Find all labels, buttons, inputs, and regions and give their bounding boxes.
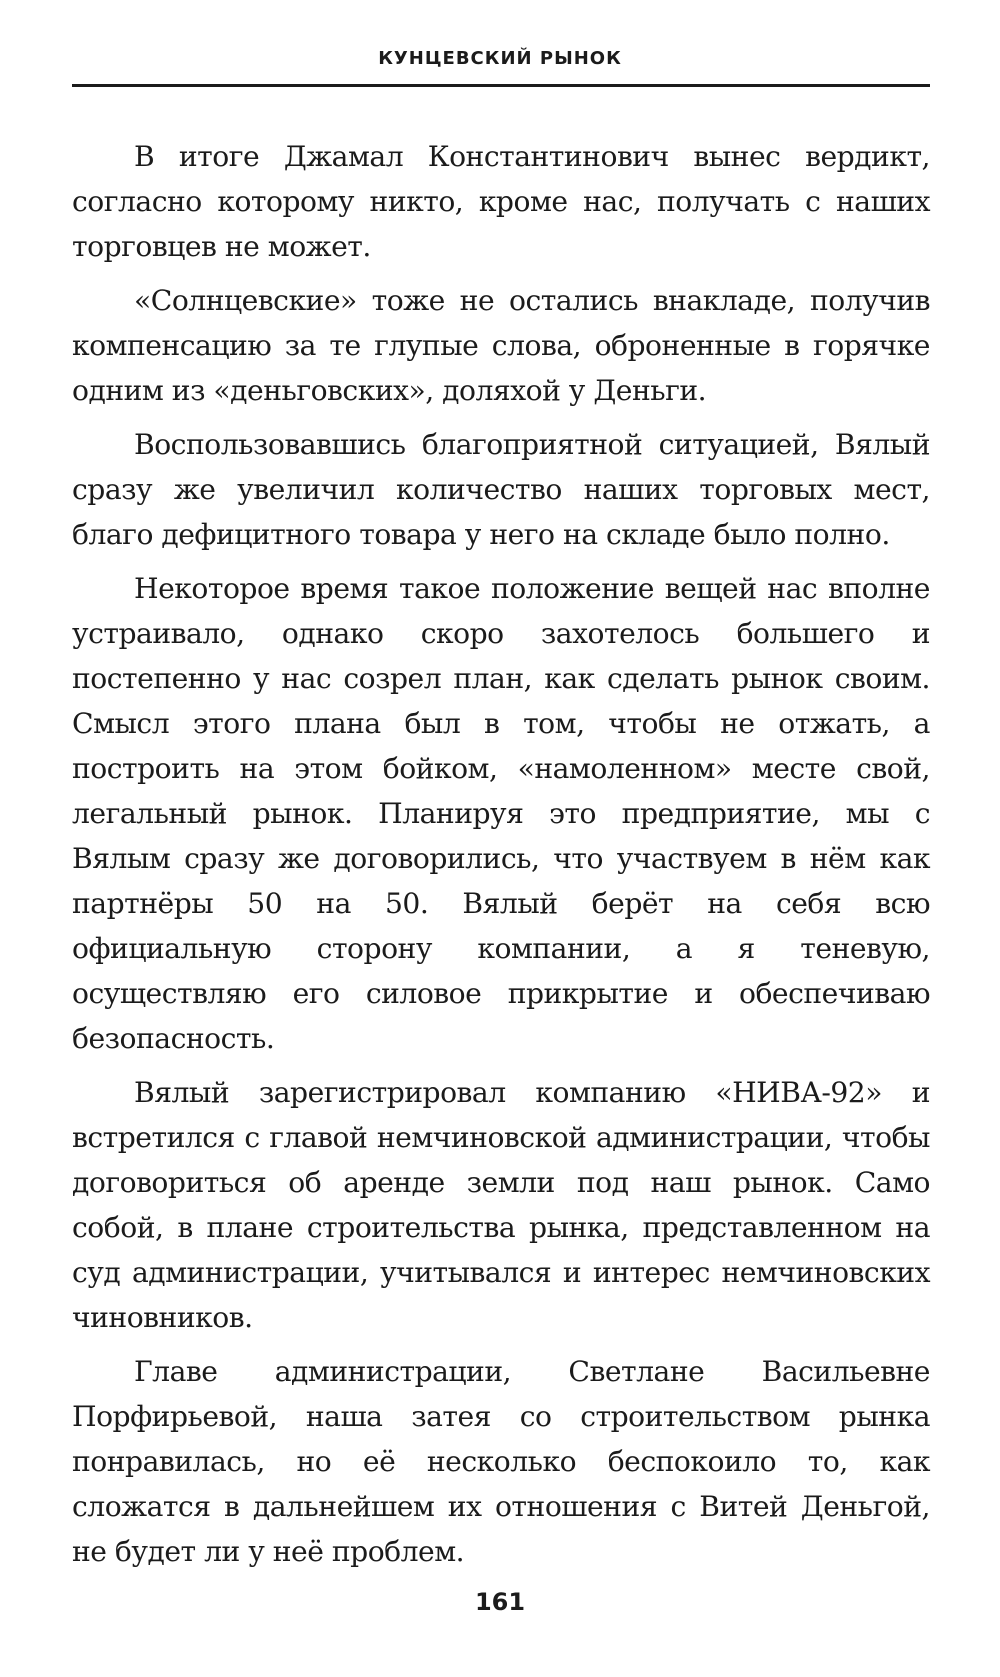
paragraph-2: «Солнцевские» тоже не остались внакладе, получив компенсацию за те глупые слова, оброненные в горячке одним из «деньговских», доляхой у Деньги. bbox=[72, 284, 930, 407]
page-number: 161 bbox=[474, 1588, 526, 1616]
paragraph-5: Вялый зарегистрировал компанию «НИВА-92» и встретился с главой немчиновской администрации, чтобы договориться об аренде земли под наш рынок. Само собой, в плане строительства рынка, представленном на суд администрации, учитывался и интерес немчиновских чиновников. bbox=[72, 1076, 930, 1334]
paragraph-3: Воспользовавшись благоприятной ситуацией, Вялый сразу же увеличил количество наших торговых мест, благо дефицитного товара у него на складе было полно. bbox=[72, 428, 930, 551]
paragraph-1: В итоге Джамал Константинович вынес вердикт, согласно которому никто, кроме нас, получать с наших торговцев не может. bbox=[72, 140, 930, 263]
body-text bbox=[72, 134, 930, 1583]
running-title: КУНЦЕВСКИЙ РЫНОК bbox=[378, 48, 622, 69]
paragraph-4: Некоторое время такое положение вещей нас вполне устраивало, однако скоро захотелось большего и постепенно у нас созрел план, как сделать рынок своим. Смысл этого плана был в том, чтобы не отжать, а построить на этом бойком, «намоленном» месте свой, легальный рынок. Планируя это предприятие, мы с Вялым сразу же договорились, что участвуем в нём как партнёры 50 на 50. Вялый берёт на себя всю официальную сторону компании, а я теневую, осуществляю его силовое прикрытие и обеспечиваю безопасность. bbox=[72, 572, 930, 1055]
paragraph-6: Главе администрации, Светлане Васильевне Порфирьевой, наша затея со строительством рынка понравилась, но её несколько беспокоило то, как сложатся в дальнейшем их отношения с Витей Деньгой, не будет ли у неё проблем. bbox=[72, 1355, 930, 1568]
header-rule bbox=[72, 84, 930, 87]
